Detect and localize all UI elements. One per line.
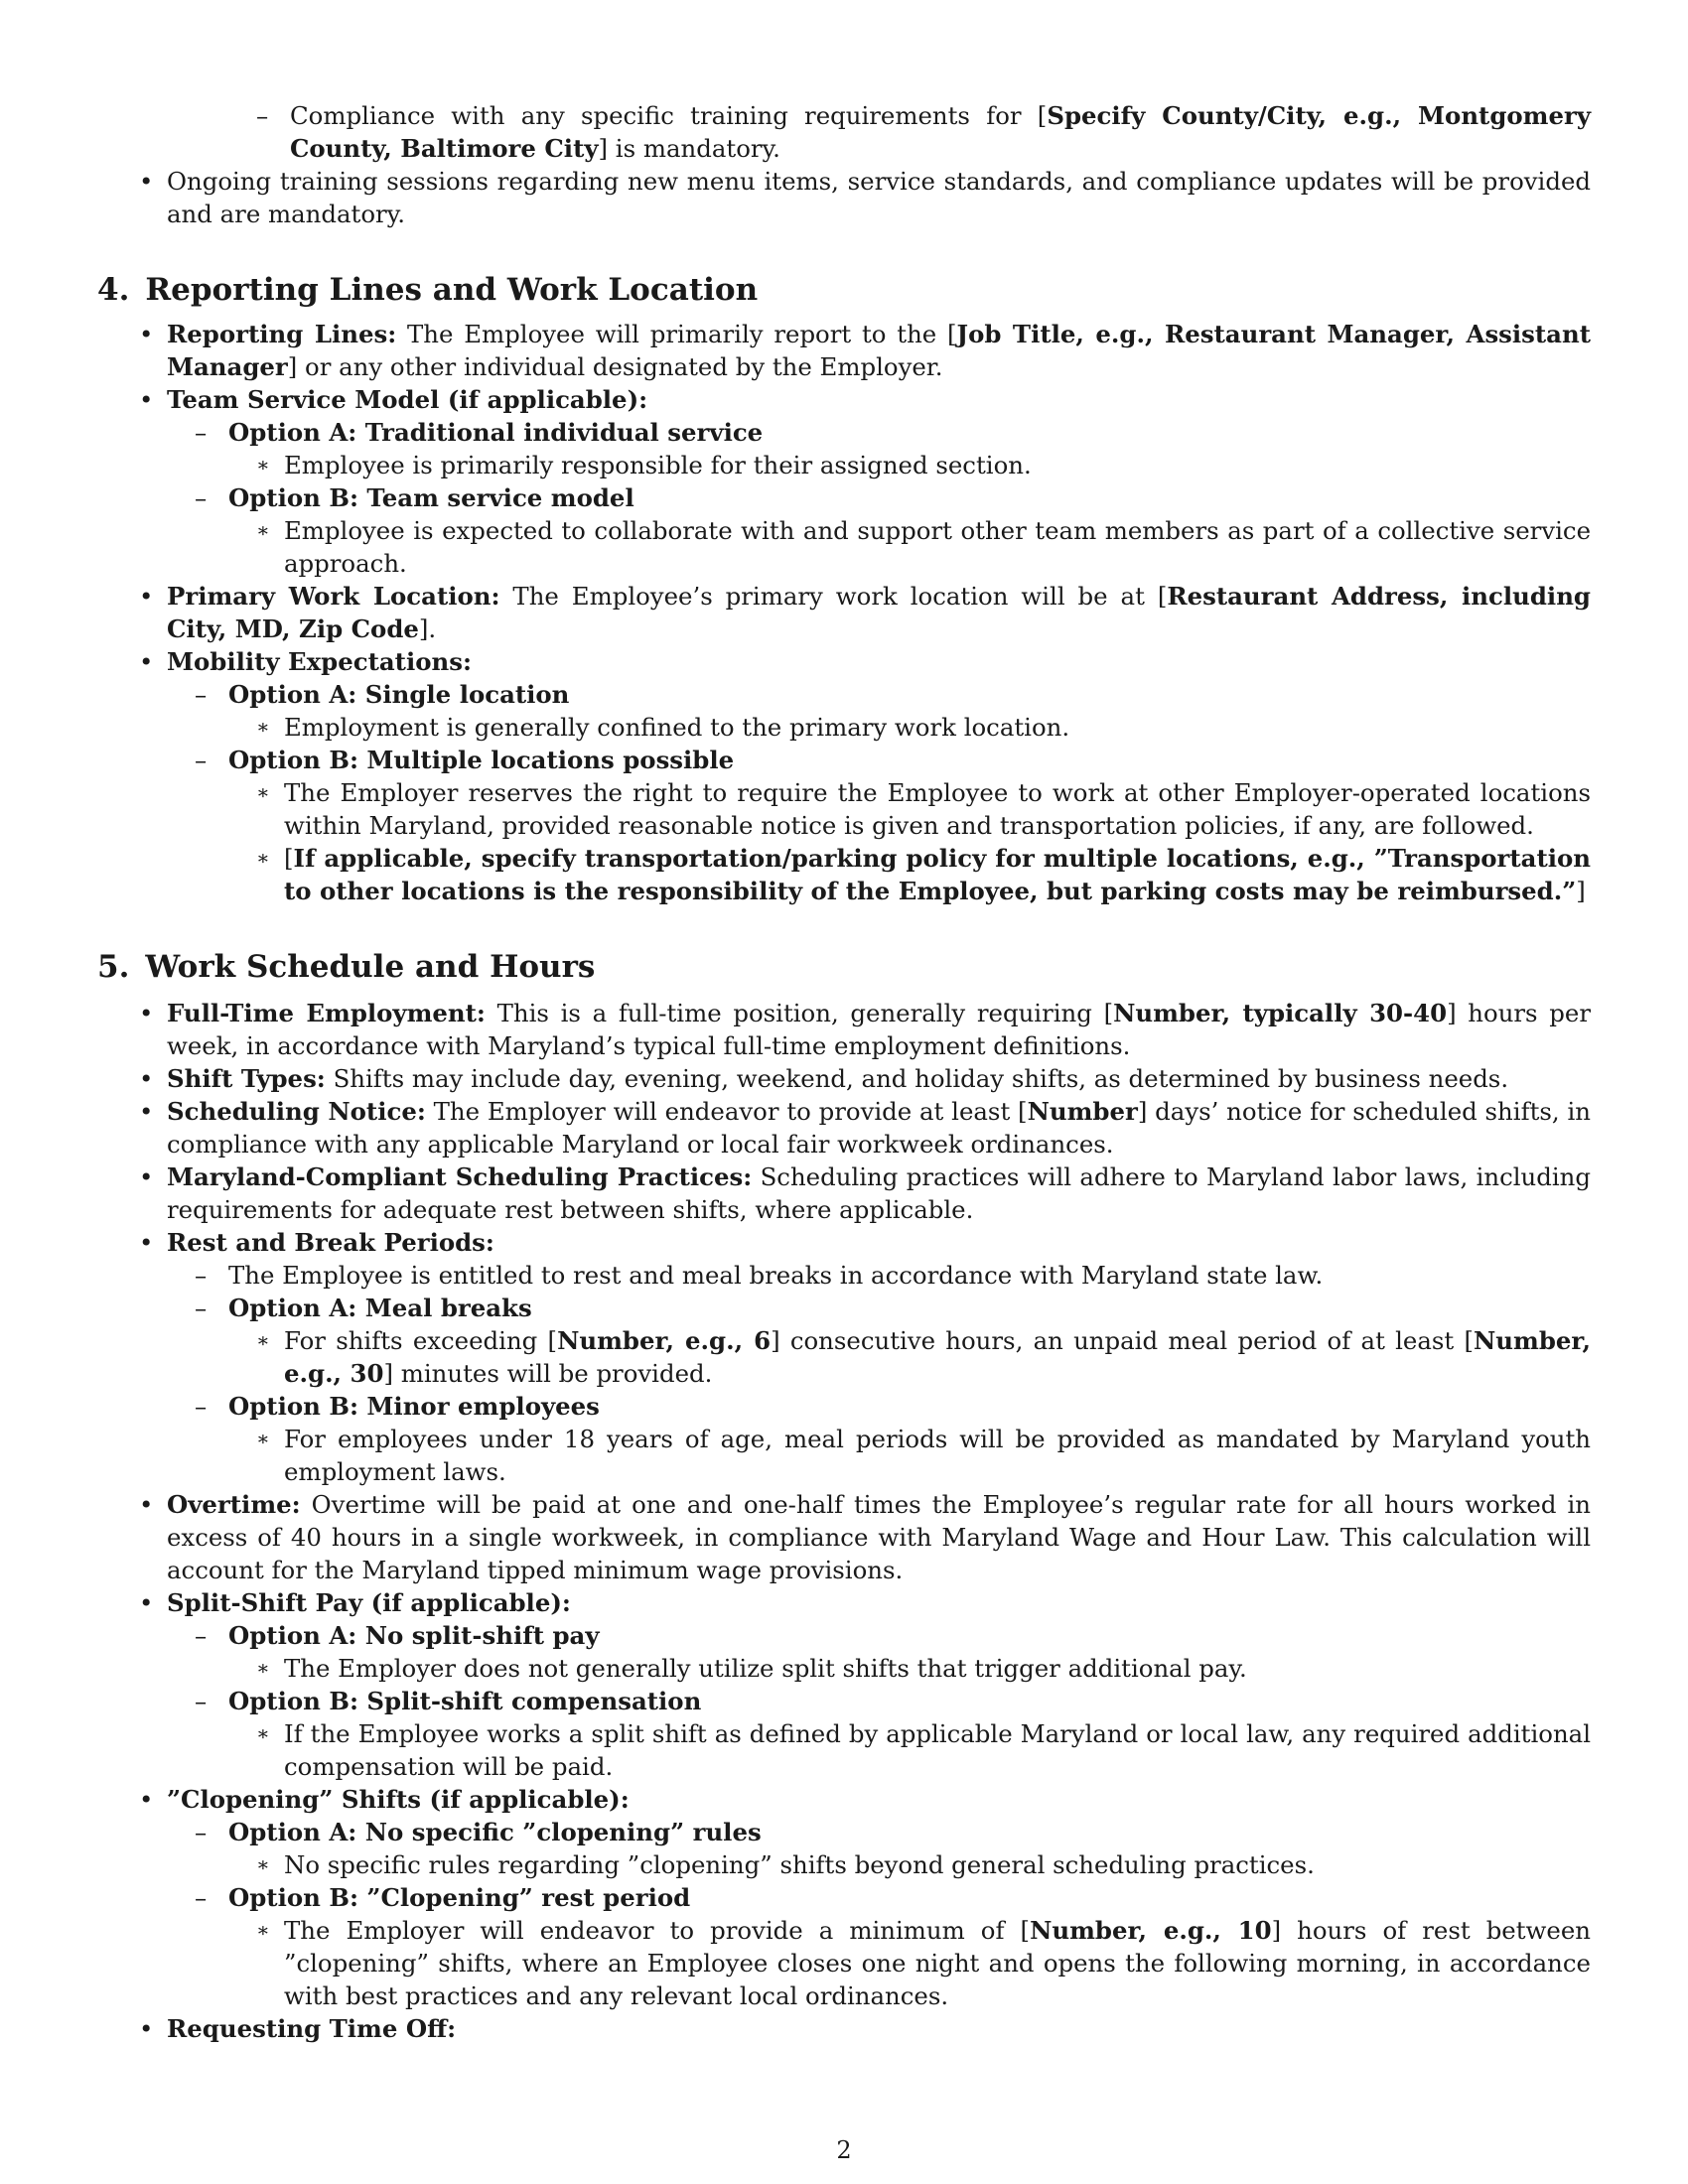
list-item: • Requesting Time Off: xyxy=(97,2012,1591,2045)
list-item: – Option A: Traditional individual service ∗ Employee is primarily responsible for their assigned section. xyxy=(167,416,1591,481)
list-item: ∗ Employment is generally confined to the primary work location. xyxy=(228,711,1591,744)
list-item: ∗ The Employer reserves the right to require the Employee to work at other Employer-operated locations within Maryland, provided reasonable notice is given and transportation policies, if any, are followed. xyxy=(228,776,1591,842)
list-item: ∗ If the Employee works a split shift as defined by applicable Maryland or local law, any required additional compensation will be paid. xyxy=(228,1717,1591,1783)
list-item: • Split-Shift Pay (if applicable): – Option A: No split-shift pay ∗ The Employer does not generally utilize split shifts that trigger additional pay. – Option B: Split-shift compensation ∗ If the Employee works a split shift as defined by applicable Maryland or local law, any required additional compensation will be paid. xyxy=(97,1586,1591,1783)
list-item: – The Employee is entitled to rest and meal breaks in accordance with Maryland state law. xyxy=(167,1259,1591,1292)
section-heading-5: 5. Work Schedule and Hours xyxy=(97,949,596,985)
list-item: – Option B: ”Clopening” rest period ∗ The Employer will endeavor to provide a minimum of [Number, e.g., 10] hours of rest between ”clopening” shifts, where an Employee closes one night and opens the following morning, in accordance with best practices and any relevant local ordinances. xyxy=(167,1881,1591,2012)
list-item: ∗ For shifts exceeding [Number, e.g., 6] consecutive hours, an unpaid meal period of at least [Number, e.g., 30] minutes will be provided. xyxy=(228,1324,1591,1390)
list-item: • Primary Work Location: The Employee’s primary work location will be at [Restaurant Address, including City, MD, Zip Code]. xyxy=(97,580,1591,645)
list-item: ∗ No specific rules regarding ”clopening” shifts beyond general scheduling practices. xyxy=(228,1848,1591,1881)
list-item: ∗ Employee is primarily responsible for their assigned section. xyxy=(228,449,1591,481)
list-item: ∗ For employees under 18 years of age, meal periods will be provided as mandated by Maryland youth employment laws. xyxy=(228,1423,1591,1488)
list-item: – Option B: Team service model ∗ Employee is expected to collaborate with and support other team members as part of a collective service approach. xyxy=(167,481,1591,580)
list-item: • Mobility Expectations: – Option A: Single location ∗ Employment is generally confined to the primary work location. – Option B: Multiple locations possible ∗ The Employer reserves the right to require the Employee to work at other Employer-operated locations within Maryland, provided reasonable notice is given and transportation policies, if any, are followed. ∗ [If applicable, specify transportation/parking policy for multiple locations, e.g., ”Transportation to other locations is the responsibility of the Employee, but parking costs may be reimbursed.”] xyxy=(97,645,1591,907)
training-list xyxy=(97,165,1591,230)
list-item: • ”Clopening” Shifts (if applicable): – Option A: No specific ”clopening” rules ∗ No specific rules regarding ”clopening” shifts beyond general scheduling practices. – Option B: ”Clopening” rest period ∗ The Employer will endeavor to provide a minimum of [Number, e.g., 10] hours of rest between ”clopening” shifts, where an Employee closes one night and opens the following morning, in accordance with best practices and any relevant local ordinances. xyxy=(97,1783,1591,2012)
list-item: ∗ [If applicable, specify transportation/parking policy for multiple locations, e.g., ”Transportation to other locations is the responsibility of the Employee, but parking costs may be reimbursed.”] xyxy=(228,842,1591,907)
list-item: ∗ Employee is expected to collaborate with and support other team members as part of a collective service approach. xyxy=(228,514,1591,580)
list-item: – Option B: Multiple locations possible ∗ The Employer reserves the right to require the Employee to work at other Employer-operated locations within Maryland, provided reasonable notice is given and transportation policies, if any, are followed. ∗ [If applicable, specify transportation/parking policy for multiple locations, e.g., ”Transportation to other locations is the responsibility of the Employee, but parking costs may be reimbursed.”] xyxy=(167,744,1591,907)
list-item: – Option A: Single location ∗ Employment is generally confined to the primary work location. xyxy=(167,678,1591,744)
list-item: ∗ The Employer will endeavor to provide a minimum of [Number, e.g., 10] hours of rest between ”clopening” shifts, where an Employee closes one night and opens the following morning, in accordance with best practices and any relevant local ordinances. xyxy=(228,1914,1591,2012)
list-item: • Full-Time Employment: This is a full-time position, generally requiring [Number, typically 30-40] hours per week, in accordance with Maryland’s typical full-time employment definitions. xyxy=(97,997,1591,1062)
page-number: 2 xyxy=(836,2136,852,2164)
section-4-list xyxy=(97,318,1591,907)
list-item: ∗ The Employer does not generally utilize split shifts that trigger additional pay. xyxy=(228,1652,1591,1685)
list-item: • Team Service Model (if applicable): – Option A: Traditional individual service ∗ Employee is primarily responsible for their assigned section. – Option B: Team service model ∗ Employee is expected to collaborate with and support other team members as part of a collective service approach. xyxy=(97,383,1591,580)
list-item: • Shift Types: Shifts may include day, evening, weekend, and holiday shifts, as determined by business needs. xyxy=(97,1062,1591,1095)
list-item: • Reporting Lines: The Employee will primarily report to the [Job Title, e.g., Restaurant Manager, Assistant Manager] or any other individual designated by the Employer. xyxy=(97,318,1591,383)
list-item: – Option A: Meal breaks ∗ For shifts exceeding [Number, e.g., 6] consecutive hours, an unpaid meal period of at least [Number, e.g., 30] minutes will be provided. xyxy=(167,1292,1591,1390)
list-item: • Ongoing training sessions regarding new menu items, service standards, and compliance updates will be provided and are mandatory. xyxy=(97,165,1591,230)
list-item: – Option A: No specific ”clopening” rules ∗ No specific rules regarding ”clopening” shifts beyond general scheduling practices. xyxy=(167,1816,1591,1881)
list-item: • Maryland-Compliant Scheduling Practices: Scheduling practices will adhere to Maryland labor laws, including requirements for adequate rest between shifts, where applicable. xyxy=(97,1160,1591,1226)
list-item: • Scheduling Notice: The Employer will endeavor to provide at least [Number] days’ notice for scheduled shifts, in compliance with any applicable Maryland or local fair workweek ordinances. xyxy=(97,1095,1591,1160)
list-item: – Option B: Split-shift compensation ∗ If the Employee works a split shift as defined by applicable Maryland or local law, any required additional compensation will be paid. xyxy=(167,1685,1591,1783)
section-heading-4: 4. Reporting Lines and Work Location xyxy=(97,272,759,308)
list-item: – Option A: No split-shift pay ∗ The Employer does not generally utilize split shifts that trigger additional pay. xyxy=(167,1619,1591,1685)
list-item: • Rest and Break Periods: – The Employee is entitled to rest and meal breaks in accordance with Maryland state law. – Option A: Meal breaks ∗ For shifts exceeding [Number, e.g., 6] consecutive hours, an unpaid meal period of at least [Number, e.g., 30] minutes will be provided. – Option B: Minor employees ∗ For employees under 18 years of age, meal periods will be provided as mandated by Maryland youth employment laws. xyxy=(97,1226,1591,1488)
training-sublist xyxy=(228,99,1591,165)
list-item: – Option B: Minor employees ∗ For employees under 18 years of age, meal periods will be provided as mandated by Maryland youth employment laws. xyxy=(167,1390,1591,1488)
section-5-list xyxy=(97,997,1591,2045)
list-item: • Overtime: Overtime will be paid at one and one-half times the Employee’s regular rate for all hours worked in excess of 40 hours in a single workweek, in compliance with Maryland Wage and Hour Law. This calculation will account for the Maryland tipped minimum wage provisions. xyxy=(97,1488,1591,1586)
list-item: – Compliance with any specific training requirements for [Specify County/City, e.g., Montgomery County, Baltimore City] is mandatory. xyxy=(228,99,1591,165)
